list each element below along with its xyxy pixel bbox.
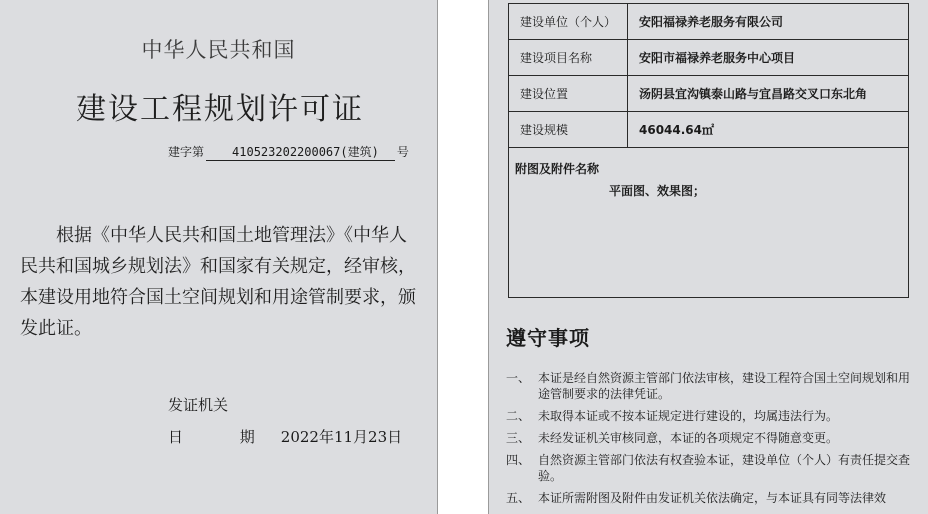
row-label: 建设规模	[509, 112, 628, 147]
notes-title: 遵守事项	[506, 326, 590, 350]
attachment-section	[509, 148, 908, 297]
list-item	[506, 452, 910, 484]
permit-title: 建设工程规划许可证	[76, 92, 364, 127]
row-value: 汤阴县宜沟镇泰山路与宜昌路交叉口东北角	[639, 87, 868, 101]
note-text: 本证所需附图及附件由发证机关依法确定，与本证具有同等法律效	[538, 491, 887, 505]
note-number: 三、	[506, 431, 531, 445]
table-row	[509, 76, 908, 112]
note-text: 未经发证机关审核同意，本证的各项规定不得随意变更。	[538, 431, 839, 445]
issuer-label: 发证机关	[168, 396, 229, 414]
permit-prefix: 建字第	[168, 145, 205, 159]
note-number: 二、	[506, 409, 531, 423]
attachment-label: 附图及附件名称	[515, 162, 600, 176]
permit-number-line	[168, 143, 409, 161]
permit-right-page	[488, 0, 928, 514]
project-info-table	[508, 3, 909, 298]
note-text: 自然资源主管部门依法有权查验本证，建设单位（个人）有责任提交查验。	[538, 453, 911, 483]
permit-left-page	[0, 0, 438, 514]
list-item	[506, 490, 910, 506]
list-item	[506, 430, 910, 446]
row-value: 安阳福禄养老服务有限公司	[639, 15, 784, 29]
table-row	[509, 40, 908, 76]
note-text: 未取得本证或不按本证规定进行建设的，均属违法行为。	[538, 409, 839, 423]
permit-body-text: 根据《中华人民共和国土地管理法》《中华人民共和国城乡规划法》和国家有关规定，经审核，本建设用地符合国土空间规划和用途管制要求，颁发此证。	[20, 225, 416, 339]
note-number: 五、	[506, 491, 531, 505]
table-row	[509, 112, 908, 148]
date-label: 日 期	[168, 428, 281, 446]
note-number: 四、	[506, 453, 531, 467]
notes-list	[506, 370, 910, 512]
table-row	[509, 4, 908, 40]
list-item	[506, 370, 910, 402]
attachment-value: 平面图、效果图；	[609, 184, 706, 198]
permit-suffix: 号	[396, 145, 409, 159]
row-label: 建设项目名称	[509, 40, 628, 75]
country-title: 中华人民共和国	[141, 38, 296, 62]
issue-date-line	[168, 426, 402, 447]
row-label: 建设单位（个人）	[509, 4, 628, 39]
list-item	[506, 408, 910, 424]
row-label: 建设位置	[509, 76, 628, 111]
note-number: 一、	[506, 371, 531, 385]
row-value: 46044.64㎡	[639, 123, 715, 137]
row-value: 安阳市福禄养老服务中心项目	[639, 51, 796, 65]
permit-number: 410523202200067(建筑)	[206, 143, 395, 161]
note-text: 本证是经自然资源主管部门依法审核，建设工程符合国土空间规划和用途管制要求的法律凭证。	[538, 371, 911, 401]
date-value: 2022年11月23日	[280, 428, 403, 446]
